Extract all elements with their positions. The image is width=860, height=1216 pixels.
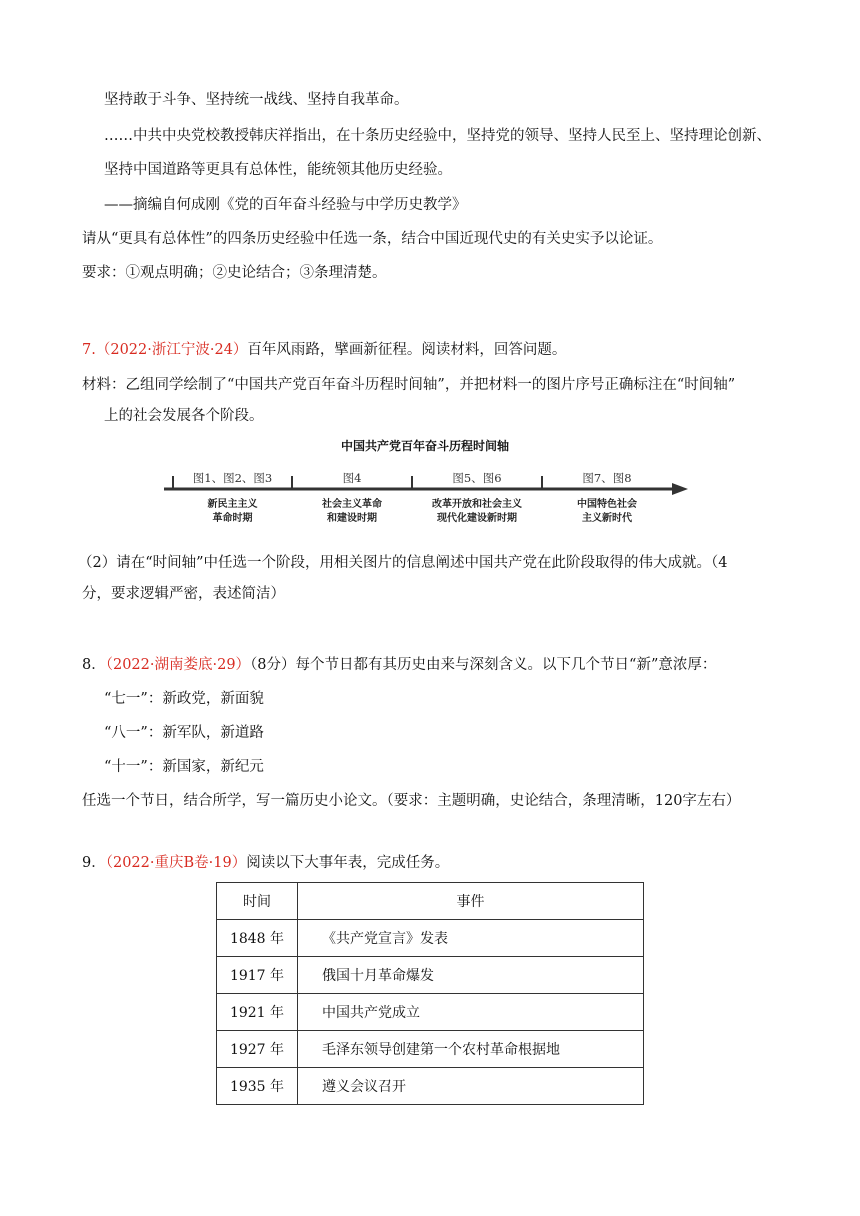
q9-source-tag: （2022·重庆B卷·19） [105, 855, 247, 871]
q7-number: 7. [82, 342, 96, 358]
q8-number: 8． [82, 657, 106, 673]
q8-source-tag: （2022·湖南娄底·29） [105, 657, 251, 673]
q7-source-tag: （2022·浙江宁波·24） [95, 342, 248, 358]
q7-material-line1: 材料：乙组同学绘制了“中国共产党百年奋斗历程时间轴”，并把材料一的图片序号正确标注在“时间轴” [82, 377, 736, 393]
q8-prompt: 任选一个节日，结合所学，写一篇历史小论文。（要求：主题明确，史论结合，条理清晰，120字左右） [82, 793, 741, 809]
q7-sub2-line2: 分，要求逻辑严密，表述简洁） [82, 586, 285, 602]
q6-text-line3: 坚持中国道路等更具有总体性，能统领其他历史经验。 [104, 162, 452, 178]
events-table [216, 882, 644, 1105]
table-cell-year: 1927 年 [217, 1031, 298, 1068]
table-row [217, 994, 644, 1031]
q8-header [82, 655, 716, 675]
table-cell-year: 1848 年 [217, 920, 298, 957]
q8-item-1: “七一”：新政党，新面貌 [104, 691, 264, 707]
table-row [217, 920, 644, 957]
timeline-seg3-period: 改革开放和社会主义 现代化建设新时期 [432, 499, 522, 524]
timeline-title: 中国共产党百年奋斗历程时间轴 [340, 439, 509, 453]
table-cell-year: 1935 年 [217, 1068, 298, 1105]
timeline-figure [160, 438, 690, 536]
table-cell-event: 毛泽东领导创建第一个农村革命根据地 [298, 1031, 644, 1068]
q7-sub2-line1: （2）请在“时间轴”中任选一个阶段，用相关图片的信息阐述中国共产党在此阶段取得的伟大成就。（4 [78, 555, 728, 571]
q6-requirement: 要求：①观点明确；②史论结合；③条理清楚。 [82, 265, 387, 281]
table-cell-event: 俄国十月革命爆发 [298, 957, 644, 994]
timeline-seg2-period: 社会主义革命 和建设时期 [322, 499, 382, 524]
table-row [217, 1068, 644, 1105]
table-header-time: 时间 [217, 883, 298, 920]
q7-material-line2: 上的社会发展各个阶段。 [104, 408, 264, 424]
table-header-event: 事件 [298, 883, 644, 920]
table-header-row [217, 883, 644, 920]
q7-header [82, 340, 566, 360]
q9-number: 9． [82, 855, 106, 871]
timeline-seg2-pics: 图4 [342, 471, 362, 485]
q6-text-line1: 坚持敢于斗争、坚持统一战线、坚持自我革命。 [104, 92, 409, 108]
table-cell-year: 1917 年 [217, 957, 298, 994]
table-row [217, 1031, 644, 1068]
q9-header [82, 853, 449, 873]
q8-intro: （8分）每个节日都有其历史由来与深刻含义。以下几个节日“新”意浓厚： [250, 657, 717, 673]
table-cell-event: 《共产党宣言》发表 [298, 920, 644, 957]
timeline-seg4-pics: 图7、图8 [582, 471, 632, 485]
q8-item-2: “八一”：新军队，新道路 [104, 725, 264, 741]
table-cell-event: 中国共产党成立 [298, 994, 644, 1031]
q6-text-line2: ……中共中央党校教授韩庆祥指出，在十条历史经验中，坚持党的领导、坚持人民至上、坚持理论创新、 [104, 128, 771, 144]
table-cell-year: 1921 年 [217, 994, 298, 1031]
q7-intro: 百年风雨路，擘画新征程。阅读材料，回答问题。 [247, 342, 567, 358]
q6-source: ——摘编自何成刚《党的百年奋斗经验与中学历史教学》 [104, 197, 467, 213]
table-cell-event: 遵义会议召开 [298, 1068, 644, 1105]
q8-item-3: “十一”：新国家，新纪元 [104, 759, 264, 775]
timeline-seg1-pics: 图1、图2、图3 [192, 471, 273, 485]
timeline-seg1-period: 新民主主义 革命时期 [207, 499, 258, 524]
timeline-seg4-period: 中国特色社会 主义新时代 [577, 499, 637, 524]
table-row [217, 957, 644, 994]
q9-intro: 阅读以下大事年表，完成任务。 [246, 855, 450, 871]
timeline-arrow-head [672, 483, 688, 495]
timeline-seg3-pics: 图5、图6 [452, 471, 502, 485]
q6-prompt: 请从“更具有总体性”的四条历史经验中任选一条，结合中国近现代史的有关史实予以论证。 [82, 231, 663, 247]
